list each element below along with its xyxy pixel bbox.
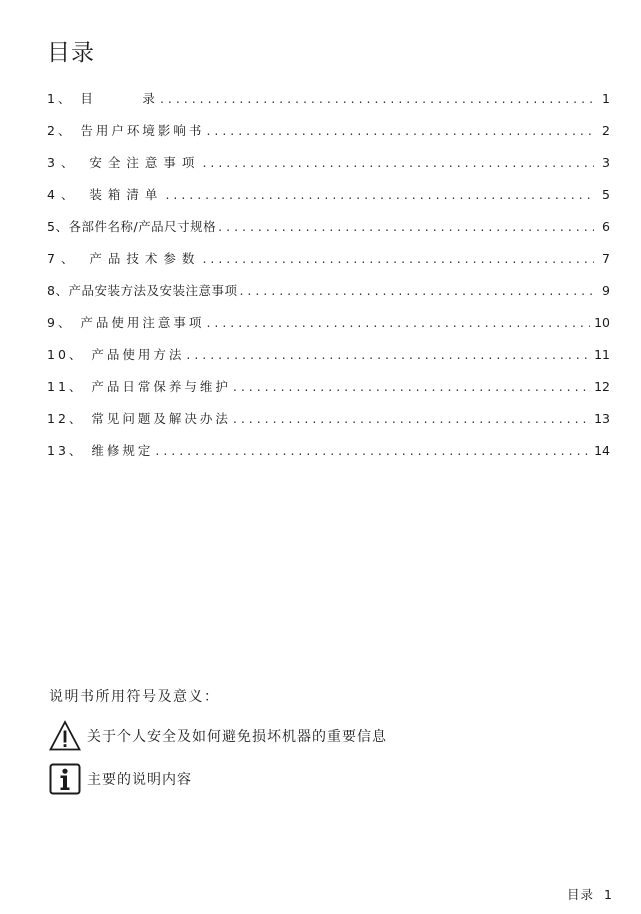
toc-entry[interactable] (47, 217, 610, 249)
toc-entry-page: 13 (594, 411, 610, 426)
toc-entry-title: 1、 目 录 (47, 91, 158, 106)
toc-dot-leader (202, 153, 594, 173)
toc-dot-leader (218, 217, 594, 237)
toc-dot-leader (206, 121, 594, 141)
toc-entry[interactable] (47, 153, 610, 185)
toc-entry-title: 13、 维修规定 (47, 443, 154, 458)
toc-entry[interactable] (47, 441, 610, 473)
info-icon (49, 763, 81, 795)
toc-dot-leader (239, 281, 594, 301)
toc-entry[interactable] (47, 409, 610, 441)
footer-section-title: 目录 (567, 887, 595, 902)
symbol-legend (49, 686, 469, 806)
toc-dot-leader (165, 185, 594, 205)
toc-entry-page: 12 (594, 379, 610, 394)
toc-dot-leader (186, 345, 590, 365)
toc-entry-page: 2 (602, 123, 610, 138)
toc-entry-page: 14 (594, 443, 610, 458)
toc-dot-leader (155, 441, 590, 461)
toc-entry[interactable] (47, 89, 610, 121)
toc-entry-title: 2、 告用户环境影响书 (47, 123, 205, 138)
toc-entry-page: 9 (602, 283, 610, 298)
toc-entry[interactable] (47, 345, 610, 377)
toc-entry-title: 9、 产品使用注意事项 (47, 315, 205, 330)
toc-entry-page: 1 (602, 91, 610, 106)
toc-entry-title: 12、 常见问题及解决办法 (47, 411, 231, 426)
toc-entry-page: 6 (602, 219, 610, 234)
toc-dot-leader (233, 409, 590, 429)
toc-entry[interactable] (47, 377, 610, 409)
toc-entry-page: 5 (602, 187, 610, 202)
toc-dot-leader (160, 89, 594, 109)
table-of-contents (47, 89, 610, 473)
toc-dot-leader (206, 313, 590, 333)
toc-entry-page: 10 (594, 315, 610, 330)
toc-entry[interactable] (47, 281, 610, 313)
toc-dot-leader (202, 249, 594, 269)
toc-entry[interactable] (47, 185, 610, 217)
legend-item-warning (49, 720, 469, 752)
legend-info-text: 主要的说明内容 (87, 772, 192, 788)
toc-entry-title: 11、 产品日常保养与维护 (47, 379, 231, 394)
page-title: 目录 (47, 40, 95, 66)
toc-entry-title: 4、 装箱清单 (47, 187, 164, 202)
toc-dot-leader (233, 377, 590, 397)
toc-entry-title: 5、各部件名称/产品尺寸规格 (47, 219, 217, 234)
toc-entry-title: 7、 产品技术参数 (47, 251, 201, 266)
toc-entry[interactable] (47, 249, 610, 281)
toc-entry[interactable] (47, 313, 610, 345)
footer-page-number: 1 (604, 887, 613, 902)
toc-entry-title: 10、 产品使用方法 (47, 347, 185, 362)
warning-triangle-icon (49, 720, 81, 752)
toc-entry[interactable] (47, 121, 610, 153)
legend-warning-text: 关于个人安全及如何避免损坏机器的重要信息 (87, 729, 387, 745)
toc-entry-page: 7 (602, 251, 610, 266)
legend-heading: 说明书所用符号及意义： (49, 689, 220, 705)
legend-item-info (49, 763, 469, 795)
toc-entry-page: 11 (594, 347, 610, 362)
toc-entry-title: 3、 安全注意事项 (47, 155, 201, 170)
toc-entry-page: 3 (602, 155, 610, 170)
page-footer (567, 885, 613, 903)
toc-entry-title: 8、产品安装方法及安装注意事项 (47, 283, 238, 298)
